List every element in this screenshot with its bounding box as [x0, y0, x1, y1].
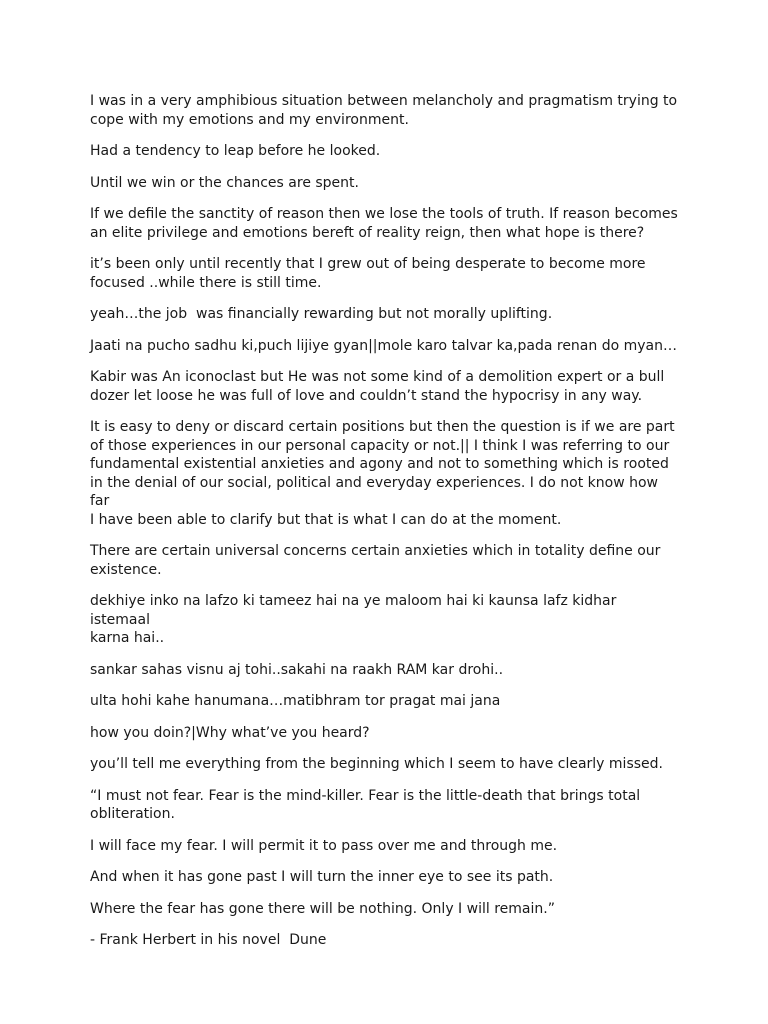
text-line: I have been able to clarify but that is what I can do at the moment. [90, 511, 562, 528]
text-line: There are certain universal concerns certain anxieties which in totality define our [90, 543, 661, 559]
text-line: Had a tendency to leap before he looked. [90, 143, 381, 159]
text-line: you’ll tell me everything from the beginning which I seem to have clearly missed. [90, 756, 663, 772]
text-line: an elite privilege and emotions bereft of reality reign, then what hope is there? [90, 224, 645, 241]
text-line: obliteration. [90, 806, 175, 822]
paragraph [90, 592, 680, 648]
text-line: in the denial of our social, political and everyday experiences. I do not know how far [90, 474, 663, 509]
paragraph [90, 205, 680, 242]
text-line: Until we win or the chances are spent. [90, 174, 359, 191]
paragraph [90, 661, 680, 680]
paragraph [90, 837, 680, 856]
text-line: it’s been only until recently that I grew out of being desperate to become more [90, 256, 646, 272]
paragraph [90, 787, 680, 824]
paragraph [90, 305, 680, 324]
paragraph [90, 931, 680, 950]
text-line: I was in a very amphibious situation between melancholy and pragmatism trying to [90, 93, 678, 109]
text-line: fundamental existential anxieties and agony and not to something which is rooted [90, 456, 669, 472]
text-line: existence. [90, 561, 162, 578]
text-line: Jaati na pucho sadhu ki,puch lijiye gyan||mole karo talvar ka,pada renan do myan… [90, 337, 677, 354]
paragraph [90, 418, 680, 529]
text-line: Where the fear has gone there will be nothing. Only I will remain.” [90, 900, 555, 917]
text-line: of those experiences in our personal capacity or not.|| I think I was referring to our [90, 437, 670, 454]
paragraph [90, 868, 680, 887]
paragraph [90, 755, 680, 774]
document-body [90, 92, 680, 963]
paragraph [90, 92, 680, 129]
text-line: sankar sahas visnu aj tohi..sakahi na raakh RAM kar drohi.. [90, 661, 504, 678]
text-line: dekhiye inko na lafzo ki tameez hai na ye maloom hai ki kaunsa lafz kidhar istemaal [90, 593, 621, 628]
text-line: dozer let loose he was full of love and couldn’t stand the hypocrisy in any way. [90, 387, 643, 404]
paragraph [90, 142, 680, 161]
text-line: yeah…the job was financially rewarding but not morally uplifting. [90, 306, 553, 322]
paragraph [90, 692, 680, 711]
text-line: I will face my fear. I will permit it to pass over me and through me. [90, 837, 558, 854]
paragraph [90, 337, 680, 356]
text-line: focused ..while there is still time. [90, 274, 322, 291]
paragraph [90, 542, 680, 579]
paragraph [90, 255, 680, 292]
text-line: And when it has gone past I will turn the inner eye to see its path. [90, 869, 554, 885]
text-line: “I must not fear. Fear is the mind-killer. Fear is the little-death that brings total [90, 787, 641, 804]
text-line: karna hai.. [90, 630, 165, 646]
text-line: how you doin?|Why what’ve you heard? [90, 724, 370, 741]
paragraph [90, 724, 680, 743]
text-line: If we defile the sanctity of reason then we lose the tools of truth. If reason becomes [90, 206, 678, 222]
text-line: cope with my emotions and my environment. [90, 111, 409, 128]
text-line: Kabir was An iconoclast but He was not some kind of a demolition expert or a bull [90, 369, 665, 385]
text-line: - Frank Herbert in his novel Dune [90, 932, 327, 948]
text-line: ulta hohi kahe hanumana…matibhram tor pragat mai jana [90, 693, 501, 709]
paragraph [90, 900, 680, 919]
paragraph [90, 174, 680, 193]
text-line: It is easy to deny or discard certain positions but then the question is if we are part [90, 419, 675, 435]
paragraph [90, 368, 680, 405]
